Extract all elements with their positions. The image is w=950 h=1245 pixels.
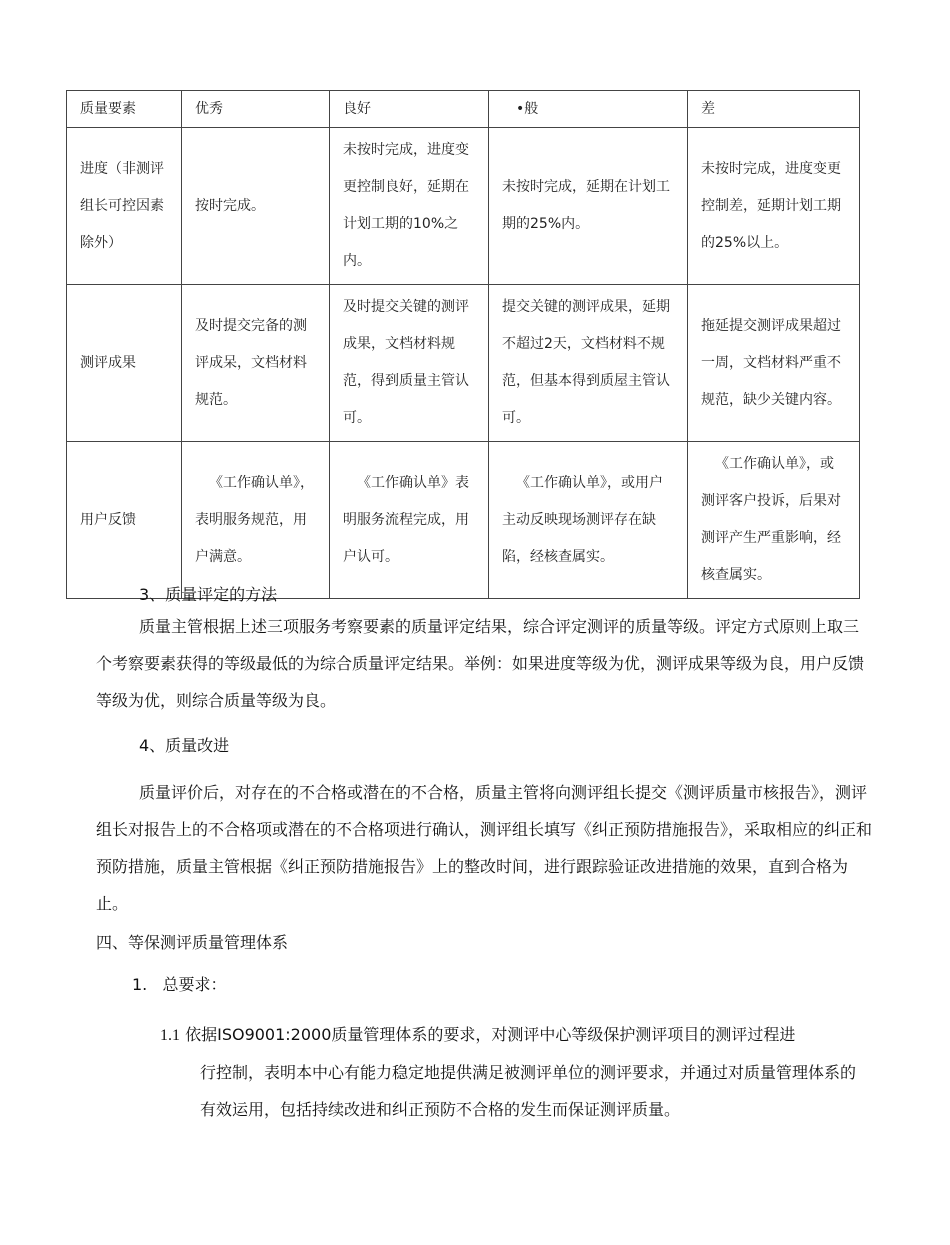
requirement-item-continuation: 行控制，表明本中心有能力稳定地提供满足被测评单位的测评要求，并通过对质量管理体系的有效运用，包括持续改进和纠正预防不合格的发生而保证测评质量。: [200, 1063, 857, 1119]
header-cell-factor: 质量要素: [67, 91, 182, 128]
cell-good: 及时提交关键的测评成果，文档材料规范，得到质量主管认可。: [330, 285, 489, 442]
cell-fair: 提交关键的测评成果，延期不超过2天，文档材料不规范，但基本得到质屋主管认可。: [489, 285, 688, 442]
section-heading: 四、等保测评质量管理体系: [96, 933, 289, 952]
cell-excellent: 《工作确认单》，表明服务规范，用户满意。: [182, 442, 330, 599]
table-row: [67, 128, 860, 285]
cell-excellent: 及时提交完备的测评成呆，文档材料规范。: [182, 285, 330, 442]
table-header-row: [67, 91, 860, 128]
cell-factor: 用户反馈: [67, 442, 182, 599]
header-cell-excellent: 优秀: [182, 91, 330, 128]
header-cell-poor: 差: [688, 91, 860, 128]
quality-grading-table: [66, 90, 860, 599]
cell-factor: 进度（非测评组长可控因素除外）: [67, 128, 182, 285]
method-heading: 3、质量评定的方法: [139, 585, 278, 604]
requirement-item-first-line: 依据ISO9001:2000质量管理体系的要求，对测评中心等级保护测评项目的测评过程进: [185, 1025, 796, 1044]
requirement-heading: [132, 966, 227, 1003]
table-row: [67, 442, 860, 599]
cell-factor: 测评成果: [67, 285, 182, 442]
requirement-number: 1.: [132, 975, 148, 994]
method-paragraph: 质量主管根据上述三项服务考察要素的质量评定结果，综合评定测评的质量等级。评定方式原则上取三个考察要素获得的等级最低的为综合质量评定结果。举例：如果进度等级为优，测评成果等级为良，用户反馈等级为优，则综合质量等级为良。: [96, 617, 865, 710]
requirement-item-number: 1.1: [160, 1027, 180, 1044]
header-cell-fair: •般: [489, 91, 688, 128]
cell-poor: 《工作确认单》，或测评客户投诉，后果对测评产生严重影响，经核查属实。: [688, 442, 860, 599]
cell-fair: 《工作确认单》，或用户主动反映现场测评存在缺陷，经核查属实。: [489, 442, 688, 599]
requirement-title: 总要求：: [162, 975, 227, 994]
header-cell-good: 良好: [330, 91, 489, 128]
improvement-heading: 4、质量改进: [139, 736, 230, 755]
improvement-paragraph: 质量评价后，对存在的不合格或潜在的不合格，质量主管将向测评组长提交《测评质量市核报告》，测评组长对报告上的不合格项或潜在的不合格项进行确认，测评组长填写《纠正预防措施报告》，采取相应的纠正和预防措施，质量主管根据《纠正预防措施报告》上的整改时间，进行跟踪验证改进措施的效果，直到合格为止。: [96, 783, 873, 913]
cell-fair: 未按时完成，延期在计划工期的25%内。: [489, 128, 688, 285]
cell-poor: 未按时完成，进度变更控制差，延期计划工期的25%以上。: [688, 128, 860, 285]
requirement-item: [160, 1016, 860, 1128]
cell-poor: 拖延提交测评成果超过一周，文档材料严重不规范，缺少关键内容。: [688, 285, 860, 442]
table-row: [67, 285, 860, 442]
cell-good: 《工作确认单》表明服务流程完成，用户认可。: [330, 442, 489, 599]
cell-good: 未按时完成，进度变更控制良好，延期在计划工期的10%之内。: [330, 128, 489, 285]
cell-excellent: 按时完成。: [182, 128, 330, 285]
